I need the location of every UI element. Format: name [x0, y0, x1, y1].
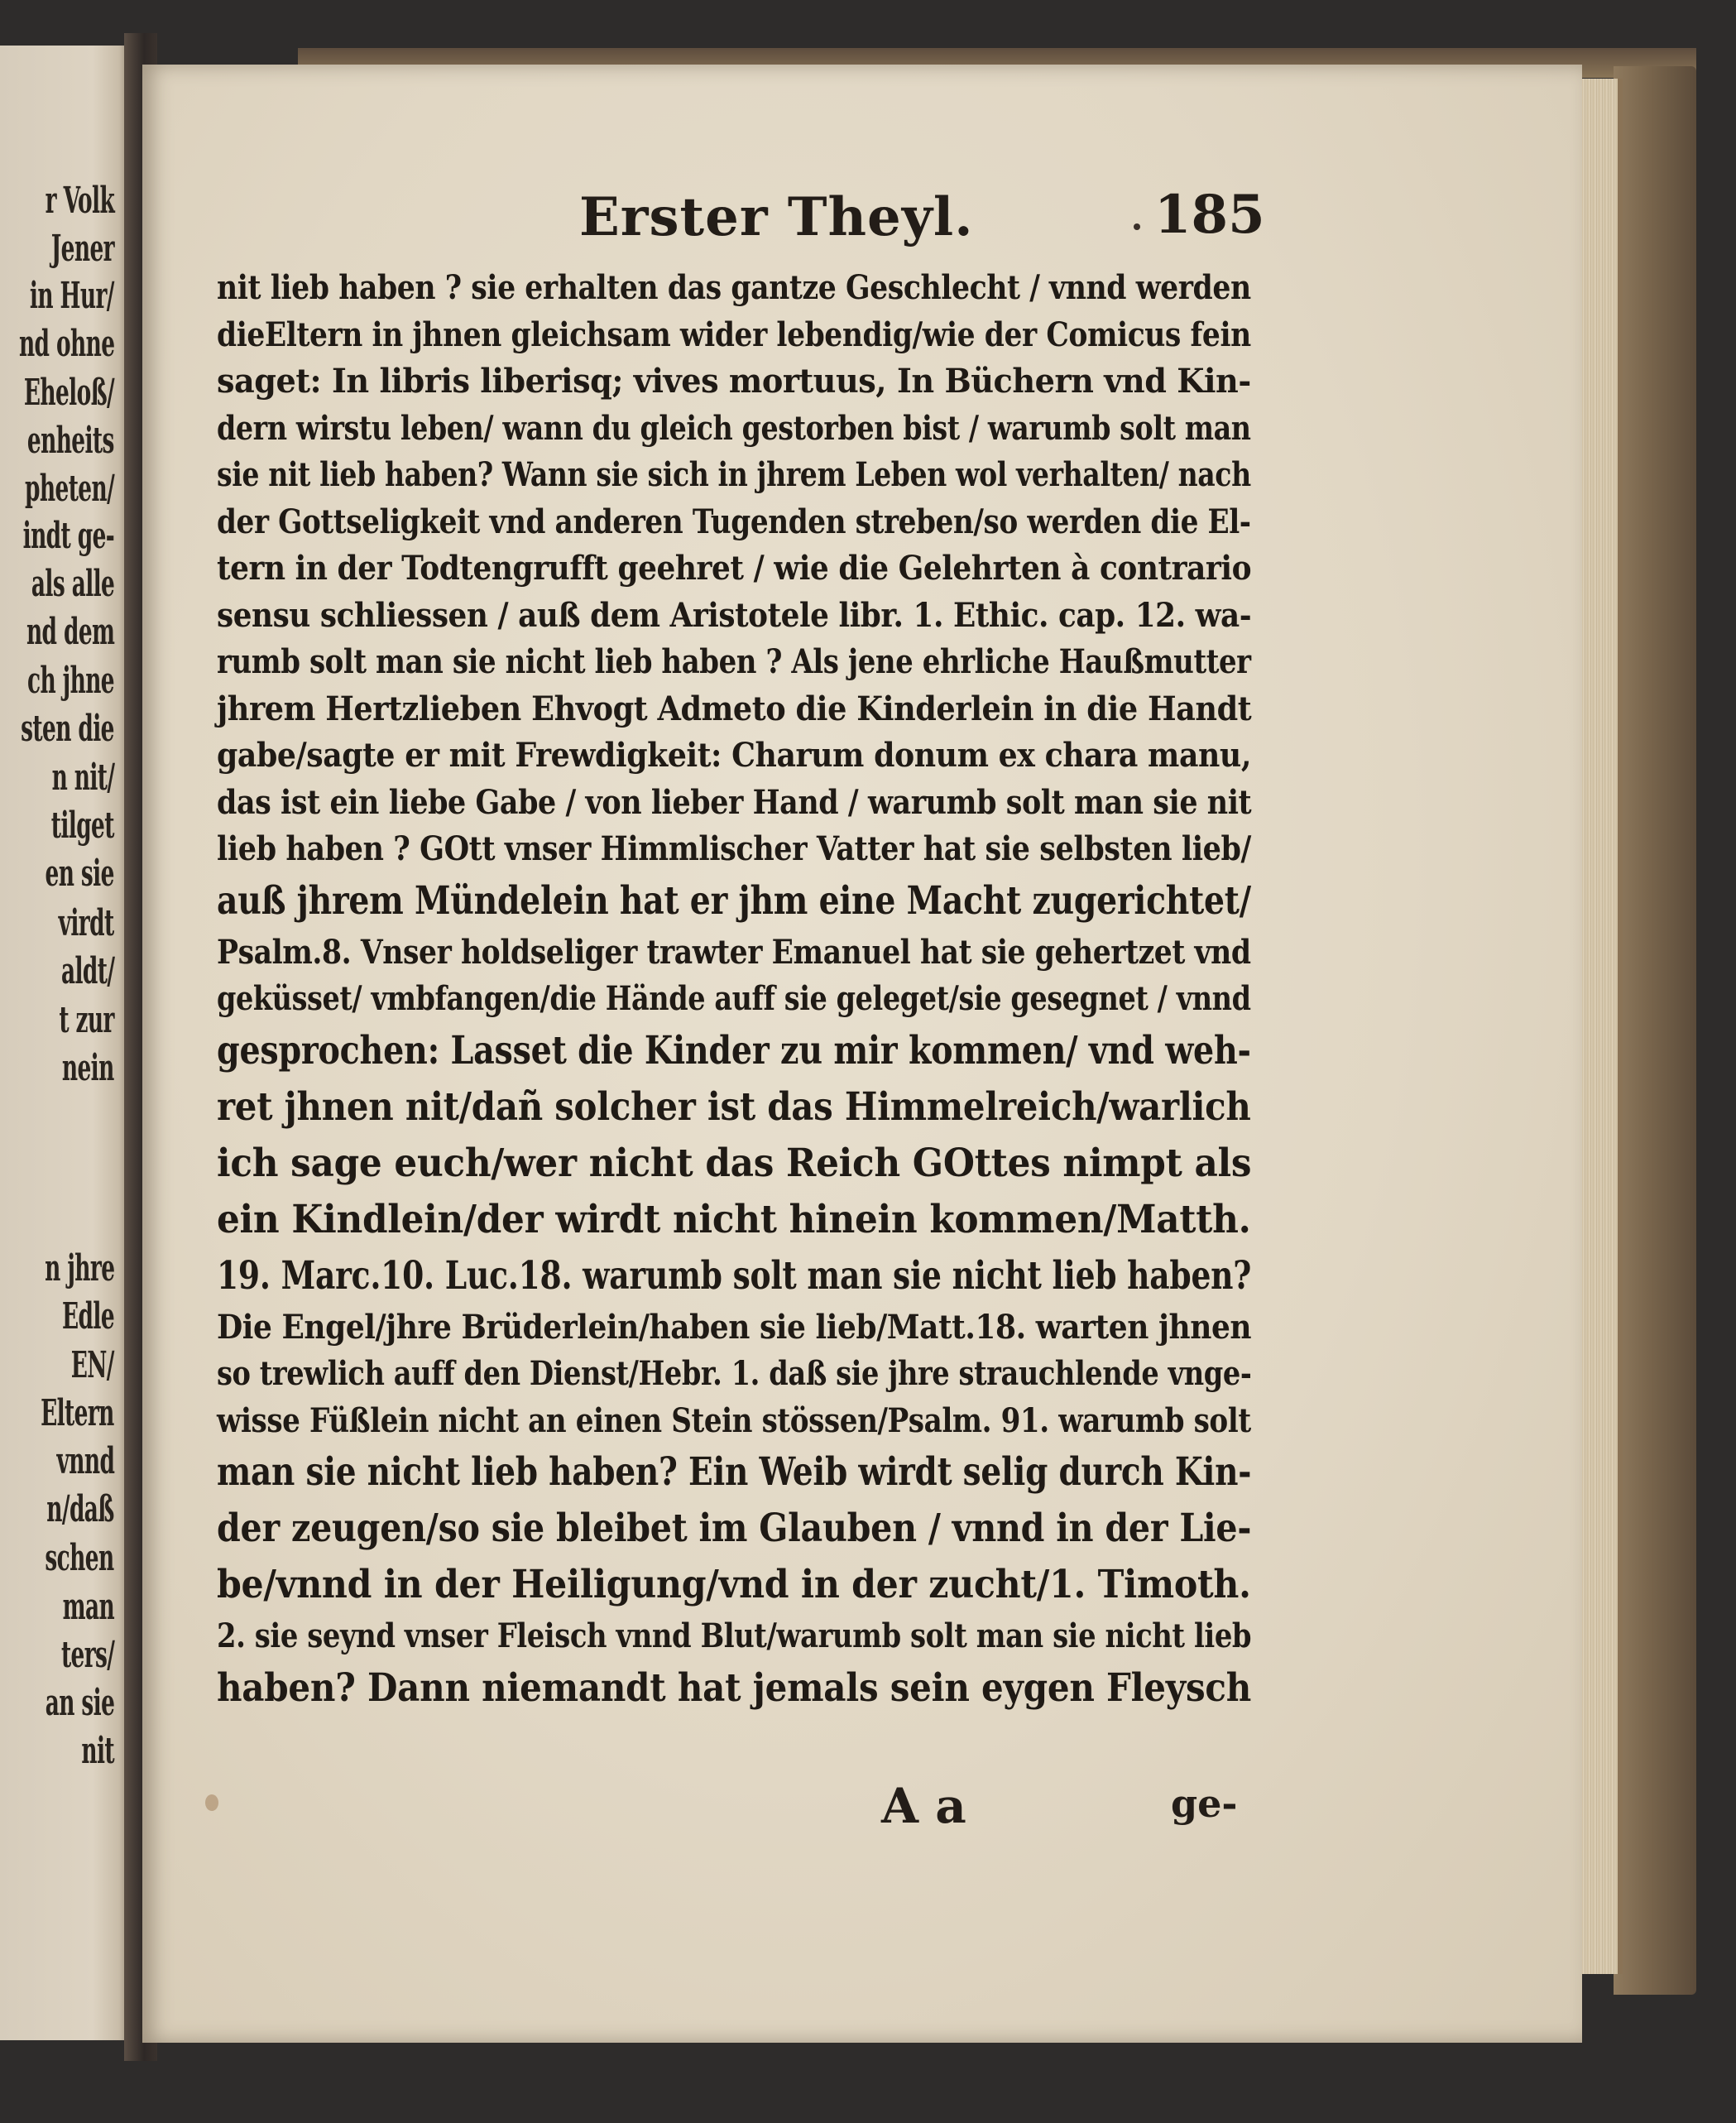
left-page-fragment: schen: [45, 1537, 114, 1579]
left-facing-page: [0, 46, 132, 2040]
left-page-fragment: t zur: [59, 999, 114, 1041]
page-number: 185: [1154, 184, 1265, 246]
left-page-fragment: als alle: [31, 563, 114, 605]
left-page-fragment: tilget: [50, 805, 114, 847]
left-page-fragment: ters/: [60, 1634, 114, 1676]
left-page-fragment: nd ohne: [18, 323, 114, 365]
text-line: lieb haben ? GOtt vnser Himmlischer Vatter hat sie selbsten lieb/: [217, 829, 1251, 868]
left-page-fragment: en sie: [45, 853, 114, 895]
left-page-fragment: vnnd: [56, 1440, 114, 1482]
text-line: tern in der Todtengrufft geehret / wie die Gelehrten à contrario: [217, 549, 1252, 588]
left-page-fragment: nd dem: [26, 611, 114, 653]
left-page-fragment: Eheloß/: [23, 372, 114, 414]
left-page-fragment: virdt: [59, 902, 114, 944]
text-line: das ist ein liebe Gabe / von lieber Hand / warumb solt man sie nit: [217, 782, 1252, 822]
left-page-fragment: n jhre: [44, 1247, 114, 1290]
text-line: ein Kindlein/der wirdt nicht hinein kommen/Matth.: [217, 1196, 1251, 1242]
text-line: Psalm.8. Vnser holdseliger trawter Emanuel hat sie gehertzet vnd: [217, 932, 1251, 972]
text-line: dieEltern in jhnen gleichsam wider lebendig/wie der Comicus fein: [217, 315, 1251, 354]
text-line: sie nit lieb haben? Wann sie sich in jhrem Leben wol verhalten/ nach: [217, 455, 1251, 494]
left-page-fragment: ch jhne: [26, 660, 114, 702]
running-head: Erster Theyl.: [579, 186, 974, 248]
text-line: gesprochen: Lasset die Kinder zu mir kommen/ vnd weh-: [217, 1027, 1251, 1074]
text-line: geküsset/ vmbfangen/die Hände auff sie geleget/sie gesegnet / vnnd: [217, 979, 1251, 1018]
left-page-fragment: sten die: [21, 708, 114, 750]
left-page-fragment: n nit/: [51, 756, 114, 799]
left-page-fragment: indt ge-: [22, 515, 114, 557]
text-line: rumb solt man sie nicht lieb haben ? Als jene ehrliche Haußmutter: [217, 642, 1251, 681]
text-line: auß jhrem Mündelein hat er jhm eine Macht zugerichtet/: [217, 877, 1251, 924]
text-line: gabe/sagte er mit Frewdigkeit: Charum donum ex chara manu,: [217, 736, 1251, 775]
book-cover-board: [1614, 66, 1696, 1995]
text-line: ich sage euch/wer nicht das Reich GOttes nimpt als: [217, 1140, 1252, 1186]
text-line: man sie nicht lieb haben? Ein Weib wirdt selig durch Kin-: [217, 1449, 1252, 1495]
left-page-fragment: n/daß: [46, 1488, 114, 1530]
left-page-fragment: nit: [81, 1730, 114, 1772]
text-line: der Gottseligkeit vnd anderen Tugenden streben/so werden die El-: [217, 502, 1251, 541]
left-page-fragment: Edle: [61, 1295, 114, 1338]
text-line: ret jhnen nit/dañ solcher ist das Himmelreich/warlich: [217, 1083, 1251, 1130]
text-line: so trewlich auff den Dienst/Hebr. 1. daß sie jhre strauchlende vnge-: [217, 1354, 1252, 1393]
text-line: Die Engel/jhre Brüderlein/haben sie lieb/Matt.18. warten jhnen: [217, 1307, 1252, 1347]
catchword: ge-: [1171, 1781, 1238, 1826]
left-page-fragment: r Volk: [45, 180, 114, 222]
text-line: be/vnnd in der Heiligung/vnd in der zucht/1. Timoth.: [217, 1562, 1251, 1607]
text-line: 19. Marc.10. Luc.18. warumb solt man sie nicht lieb haben?: [217, 1252, 1252, 1299]
text-line: sensu schliessen / auß dem Aristotele libr. 1. Ethic. cap. 12. wa-: [217, 595, 1252, 635]
ink-dot: [1134, 223, 1140, 230]
body-text: [217, 265, 1251, 1717]
paper-stain: [205, 1794, 218, 1811]
text-line: haben? Dann niemandt hat jemals sein eygen Fleysch: [217, 1664, 1252, 1711]
left-page-fragment: Jener: [50, 228, 114, 270]
text-line: wisse Füßlein nicht an einen Stein stössen/Psalm. 91. warumb solt: [217, 1400, 1251, 1440]
left-page-fragment: pheten/: [24, 468, 114, 510]
signature-mark: A a: [881, 1778, 966, 1834]
text-line: jhrem Hertzlieben Ehvogt Admeto die Kinderlein in die Handt: [217, 689, 1252, 728]
left-page-fragment: aldt/: [60, 950, 114, 992]
left-page-fragment: Eltern: [41, 1392, 114, 1434]
left-page-fragment: man: [62, 1586, 114, 1628]
text-line: der zeugen/so sie bleibet im Glauben / vnnd in der Lie-: [217, 1506, 1252, 1551]
left-page-fragment: nein: [62, 1047, 114, 1089]
left-page-fragment: in Hur/: [30, 275, 114, 317]
text-line: 2. sie seynd vnser Fleisch vnnd Blut/warumb solt man sie nicht lieb: [217, 1616, 1252, 1655]
left-page-fragment: enheits: [27, 420, 114, 462]
text-line: nit lieb haben ? sie erhalten das gantze Geschlecht / vnnd werden: [217, 268, 1251, 307]
text-line: dern wirstu leben/ wann du gleich gestorben bist / warumb solt man: [217, 408, 1251, 448]
left-page-fragment: an sie: [45, 1682, 114, 1724]
left-page-fragment: EN/: [70, 1344, 114, 1386]
text-line: saget: In libris liberisq; vives mortuus, In Büchern vnd Kin-: [217, 362, 1251, 401]
